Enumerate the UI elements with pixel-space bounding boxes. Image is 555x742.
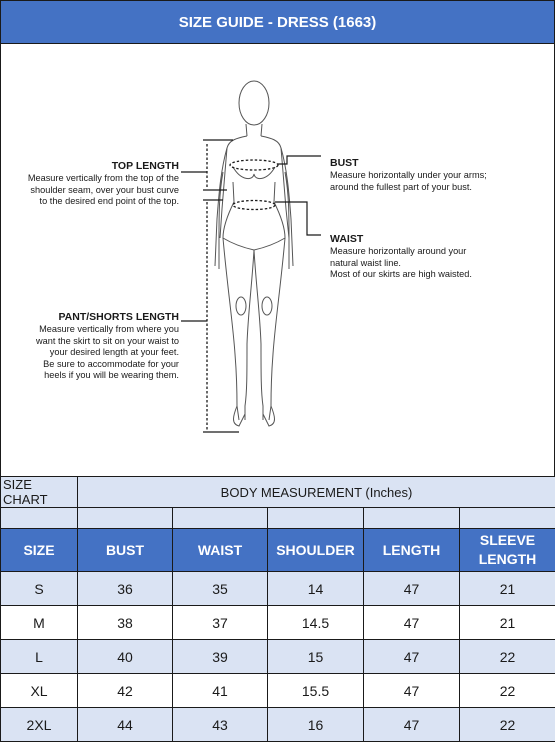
bust-title: BUST	[330, 157, 530, 170]
pant-length-line-2: want the skirt to sit on your waist to	[9, 336, 179, 348]
table-row	[1, 572, 555, 606]
body-measurement-label: BODY MEASUREMENT (Inches)	[78, 477, 555, 508]
table-cell: XL	[1, 674, 78, 708]
table-cell: 15	[268, 640, 364, 674]
waist-line-2: natural waist line.	[330, 258, 530, 270]
mannequin-head	[239, 81, 269, 125]
top-length-line-2: shoulder seam, over your bust curve	[9, 185, 179, 197]
table-cell: 47	[364, 606, 460, 640]
table-cell: 43	[173, 708, 268, 742]
top-length-annotation	[9, 160, 179, 208]
table-cell: L	[1, 640, 78, 674]
table-cell: 22	[460, 674, 555, 708]
top-length-title: TOP LENGTH	[9, 160, 179, 173]
waist-annotation	[330, 233, 530, 281]
page-title: SIZE GUIDE - DRESS (1663)	[1, 1, 554, 44]
column-header-size: SIZE	[1, 529, 78, 572]
bust-measure-line	[230, 160, 278, 170]
table-header-row	[1, 529, 555, 572]
waist-measure-line	[233, 201, 275, 210]
mannequin-hips	[223, 202, 285, 250]
table-cell: 37	[173, 606, 268, 640]
pant-length-line-1: Measure vertically from where you	[9, 324, 179, 336]
table-title-row	[1, 477, 555, 508]
table-cell: 22	[460, 640, 555, 674]
pant-length-annotation	[9, 311, 179, 382]
table-cell: 38	[78, 606, 173, 640]
table-spacer-row	[1, 508, 555, 529]
pant-length-line-3: your desired length at your feet.	[9, 347, 179, 359]
table-row	[1, 640, 555, 674]
table-cell: 41	[173, 674, 268, 708]
table-cell: 44	[78, 708, 173, 742]
table-cell: 39	[173, 640, 268, 674]
table-cell: 47	[364, 640, 460, 674]
pant-length-line-4: Be sure to accommodate for your	[9, 359, 179, 371]
table-cell: 47	[364, 674, 460, 708]
bust-line-1: Measure horizontally under your arms;	[330, 170, 530, 182]
column-header-shoulder: SHOULDER	[268, 529, 364, 572]
column-header-waist: WAIST	[173, 529, 268, 572]
mannequin-torso	[220, 136, 289, 238]
table-cell: 21	[460, 606, 555, 640]
table-cell: 14	[268, 572, 364, 606]
table-row	[1, 708, 555, 742]
size-chart-label: SIZE CHART	[1, 477, 78, 508]
table-row	[1, 606, 555, 640]
table-cell: 40	[78, 640, 173, 674]
waist-line-3: Most of our skirts are high waisted.	[330, 269, 530, 281]
bust-line-2: around the fullest part of your bust.	[330, 182, 530, 194]
bust-annotation	[330, 157, 530, 193]
table-cell: S	[1, 572, 78, 606]
top-length-line-3: to the desired end point of the top.	[9, 196, 179, 208]
mannequin-leg-right	[254, 238, 285, 420]
table-cell: 21	[460, 572, 555, 606]
table-cell: 14.5	[268, 606, 364, 640]
table-cell: 22	[460, 708, 555, 742]
table-cell: 35	[173, 572, 268, 606]
size-chart-table	[0, 476, 555, 742]
mannequin-leg-left	[223, 238, 254, 420]
table-cell: 15.5	[268, 674, 364, 708]
pant-length-title: PANT/SHORTS LENGTH	[9, 311, 179, 324]
table-cell: 47	[364, 572, 460, 606]
table-cell: 47	[364, 708, 460, 742]
mannequin-neck	[246, 124, 262, 136]
table-cell: M	[1, 606, 78, 640]
waist-title: WAIST	[330, 233, 530, 246]
table-cell: 16	[268, 708, 364, 742]
measurement-figure	[1, 44, 554, 476]
column-header-bust: BUST	[78, 529, 173, 572]
top-length-line-1: Measure vertically from the top of the	[9, 173, 179, 185]
table-cell: 2XL	[1, 708, 78, 742]
column-header-length: LENGTH	[364, 529, 460, 572]
table-cell: 42	[78, 674, 173, 708]
table-cell: 36	[78, 572, 173, 606]
waist-line-1: Measure horizontally around your	[330, 246, 530, 258]
table-row	[1, 674, 555, 708]
pant-length-line-5: heels if you will be wearing them.	[9, 370, 179, 382]
column-header-sleeve-length: SLEEVE LENGTH	[460, 529, 555, 572]
